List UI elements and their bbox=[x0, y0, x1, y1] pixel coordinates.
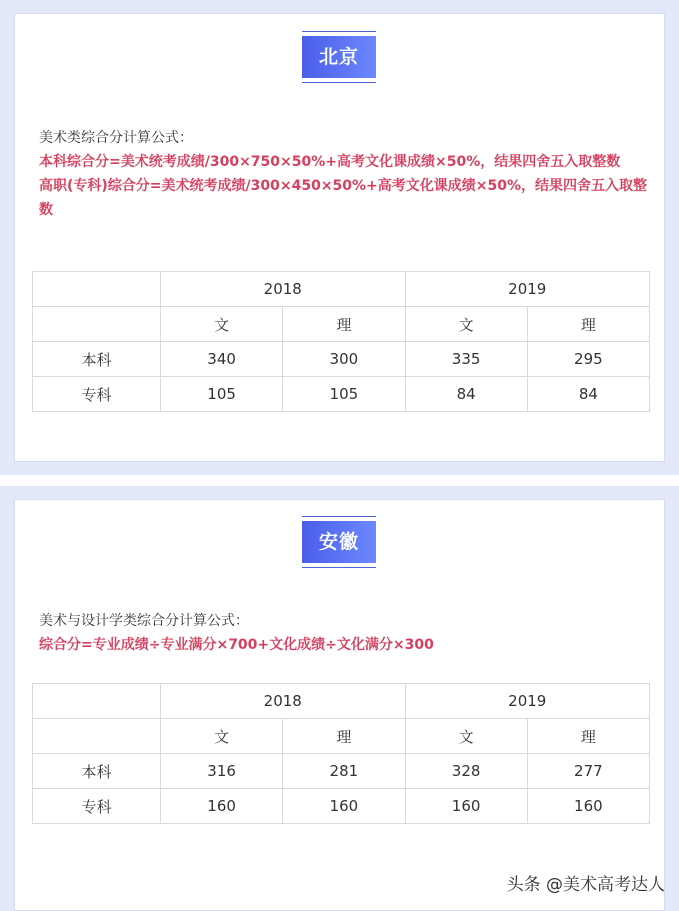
region-title: 北京 bbox=[302, 36, 376, 78]
year-header: 2019 bbox=[405, 684, 650, 719]
formula-block bbox=[39, 126, 648, 222]
table-row bbox=[33, 789, 650, 824]
score-cell: 277 bbox=[527, 754, 649, 789]
formula-block bbox=[39, 609, 648, 657]
formula-line: 本科综合分=美术统考成绩/300×750×50%+高考文化课成绩×50%，结果四舍五入取整数 bbox=[39, 154, 621, 170]
table-row bbox=[33, 684, 650, 719]
subject-header: 理 bbox=[283, 719, 405, 754]
subject-header: 文 bbox=[161, 719, 283, 754]
score-cell: 335 bbox=[405, 342, 527, 377]
section-card-anhui bbox=[0, 486, 679, 911]
score-cell: 105 bbox=[161, 377, 283, 412]
subject-header: 理 bbox=[527, 719, 649, 754]
formula-label: 美术与设计学类综合分计算公式： bbox=[39, 613, 249, 629]
subject-header: 文 bbox=[405, 307, 527, 342]
year-header: 2018 bbox=[161, 272, 406, 307]
badge-top-rule bbox=[302, 516, 376, 517]
badge-bottom-rule bbox=[302, 567, 376, 568]
row-label: 专科 bbox=[33, 789, 161, 824]
section-card-inner bbox=[14, 499, 665, 911]
table-row bbox=[33, 342, 650, 377]
row-label: 专科 bbox=[33, 377, 161, 412]
table-row bbox=[33, 377, 650, 412]
score-cell: 300 bbox=[283, 342, 405, 377]
section-card-inner bbox=[14, 13, 665, 462]
row-label: 本科 bbox=[33, 342, 161, 377]
score-cell: 281 bbox=[283, 754, 405, 789]
score-cell: 160 bbox=[405, 789, 527, 824]
formula-line: 综合分=专业成绩÷专业满分×700+文化成绩÷文化满分×300 bbox=[39, 637, 434, 653]
subject-header: 理 bbox=[527, 307, 649, 342]
table-corner-cell bbox=[33, 307, 161, 342]
region-badge bbox=[302, 516, 376, 568]
score-cell: 340 bbox=[161, 342, 283, 377]
score-cell: 328 bbox=[405, 754, 527, 789]
score-cell: 160 bbox=[527, 789, 649, 824]
table-row bbox=[33, 719, 650, 754]
score-cell: 160 bbox=[161, 789, 283, 824]
row-label: 本科 bbox=[33, 754, 161, 789]
score-cell: 84 bbox=[405, 377, 527, 412]
region-title: 安徽 bbox=[302, 521, 376, 563]
badge-bottom-rule bbox=[302, 82, 376, 83]
year-header: 2018 bbox=[161, 684, 406, 719]
table-row bbox=[33, 307, 650, 342]
score-table bbox=[32, 683, 650, 824]
formula-label: 美术类综合分计算公式： bbox=[39, 130, 193, 146]
badge-top-rule bbox=[302, 31, 376, 32]
subject-header: 文 bbox=[405, 719, 527, 754]
score-cell: 316 bbox=[161, 754, 283, 789]
table-corner-cell bbox=[33, 719, 161, 754]
table-row bbox=[33, 272, 650, 307]
score-cell: 160 bbox=[283, 789, 405, 824]
score-table bbox=[32, 271, 650, 412]
table-row bbox=[33, 754, 650, 789]
watermark-text: 头条 @美术高考达人 bbox=[506, 875, 665, 895]
subject-header: 文 bbox=[161, 307, 283, 342]
region-badge bbox=[302, 31, 376, 83]
score-cell: 84 bbox=[527, 377, 649, 412]
score-cell: 295 bbox=[527, 342, 649, 377]
subject-header: 理 bbox=[283, 307, 405, 342]
formula-line: 高职(专科)综合分=美术统考成绩/300×450×50%+高考文化课成绩×50%，结果四舍五入取整数 bbox=[39, 178, 648, 218]
year-header: 2019 bbox=[405, 272, 650, 307]
table-corner-cell bbox=[33, 272, 161, 307]
table-corner-cell bbox=[33, 684, 161, 719]
score-cell: 105 bbox=[283, 377, 405, 412]
